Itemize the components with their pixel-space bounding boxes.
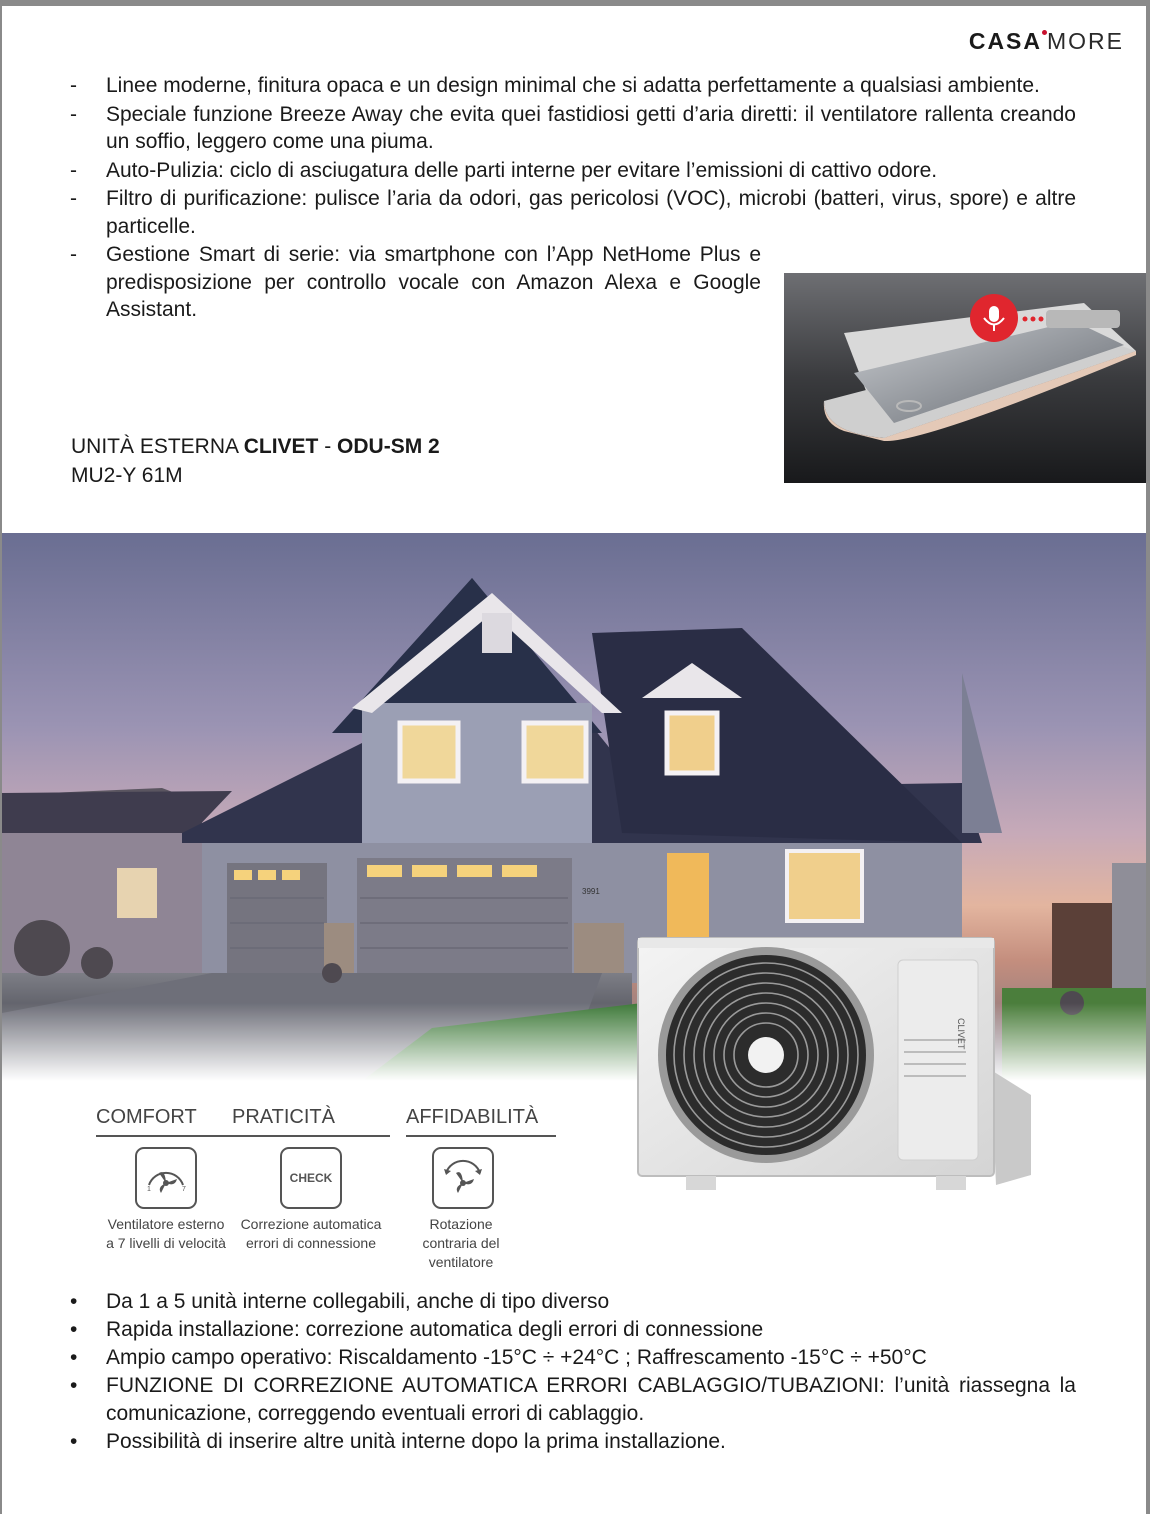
feature-title: COMFORT	[96, 1106, 236, 1137]
list-item: • FUNZIONE DI CORREZIONE AUTOMATICA ERRORI CABLAGGIO/TUBAZIONI: l’unità riassegna la comunicazione, correggendo eventuali errori di cablaggio.	[70, 1372, 1076, 1428]
unit-code: MU2-Y 61M	[71, 464, 183, 487]
feature-title: PRATICITÀ	[232, 1106, 390, 1137]
fan-speed-max-label: 7	[182, 1186, 186, 1193]
list-item: • Possibilità di inserire altre unità interne dopo la prima installazione.	[70, 1428, 1076, 1456]
feature-description	[96, 1215, 236, 1253]
feature-affidabilita	[406, 1106, 556, 1272]
outdoor-unit-title	[71, 432, 440, 490]
smartphone-photo	[784, 273, 1146, 483]
logo-part-1: CASA	[968, 28, 1042, 54]
check-icon-text: CHECK	[289, 1171, 333, 1185]
smartphone-illustration	[784, 273, 1146, 483]
list-item: - Gestione Smart di serie: via smartphone con l’App NetHome Plus e predisposizione per controllo vocale con Amazon Alexa e Google Assistant.	[70, 241, 761, 324]
feature-desc-line: Ventilatore esterno	[107, 1216, 225, 1232]
feature-desc-line: contraria del	[422, 1235, 500, 1251]
unit-brand: CLIVET	[243, 435, 319, 458]
feature-description	[406, 1215, 516, 1272]
unit-separator: -	[318, 435, 338, 458]
list-item: - Speciale funzione Breeze Away che evita quei fastidiosi getti d’aria diretti: il ventilatore rallenta creando un soffio, leggero come una piuma.	[70, 101, 1076, 156]
list-item: - Auto-Pulizia: ciclo di asciugatura delle parti interne per evitare l’emissioni di cattivo odore.	[70, 157, 1076, 185]
reverse-fan-icon	[432, 1147, 494, 1209]
feature-praticita	[232, 1106, 390, 1253]
list-item: - Linee moderne, finitura opaca e un design minimal che si adatta perfettamente a qualsiasi ambiente.	[70, 72, 1076, 100]
unit-prefix: UNITÀ ESTERNA	[71, 435, 244, 458]
feature-desc-line: ventilatore	[428, 1254, 494, 1270]
feature-bullet-list	[70, 1288, 1076, 1456]
feature-desc-line: Correzione automatica	[240, 1216, 382, 1232]
feature-desc-line: Rotazione	[429, 1216, 493, 1232]
brochure-page	[2, 6, 1146, 1514]
house-number: 3991	[582, 887, 600, 896]
feature-title: AFFIDABILITÀ	[406, 1106, 556, 1137]
check-icon	[280, 1147, 342, 1209]
feature-comfort	[96, 1106, 236, 1253]
fan-speed-icon	[135, 1147, 197, 1209]
casamore-logo	[969, 28, 1124, 55]
feature-description	[232, 1215, 390, 1253]
list-item: • Da 1 a 5 unità interne collegabili, anche di tipo diverso	[70, 1288, 1076, 1316]
feature-desc-line: errori di connessione	[246, 1235, 376, 1251]
outdoor-ac-unit	[636, 930, 1036, 1202]
logo-part-2: MORE	[1047, 28, 1124, 54]
unit-model: ODU-SM 2	[337, 435, 440, 458]
list-item: - Filtro di purificazione: pulisce l’aria da odori, gas pericolosi (VOC), microbi (batteri, virus, spore) e altre particelle.	[70, 185, 1076, 240]
list-item: • Rapida installazione: correzione automatica degli errori di connessione	[70, 1316, 1076, 1344]
ac-unit-illustration	[636, 930, 1036, 1202]
feature-desc-line: a 7 livelli di velocità	[106, 1235, 226, 1251]
ac-brand-label: CLIVET	[956, 1018, 966, 1050]
fan-speed-min-label: 1	[147, 1186, 151, 1193]
list-item: • Ampio campo operativo: Riscaldamento -15°C ÷ +24°C ; Raffrescamento -15°C ÷ +50°C	[70, 1344, 1076, 1372]
